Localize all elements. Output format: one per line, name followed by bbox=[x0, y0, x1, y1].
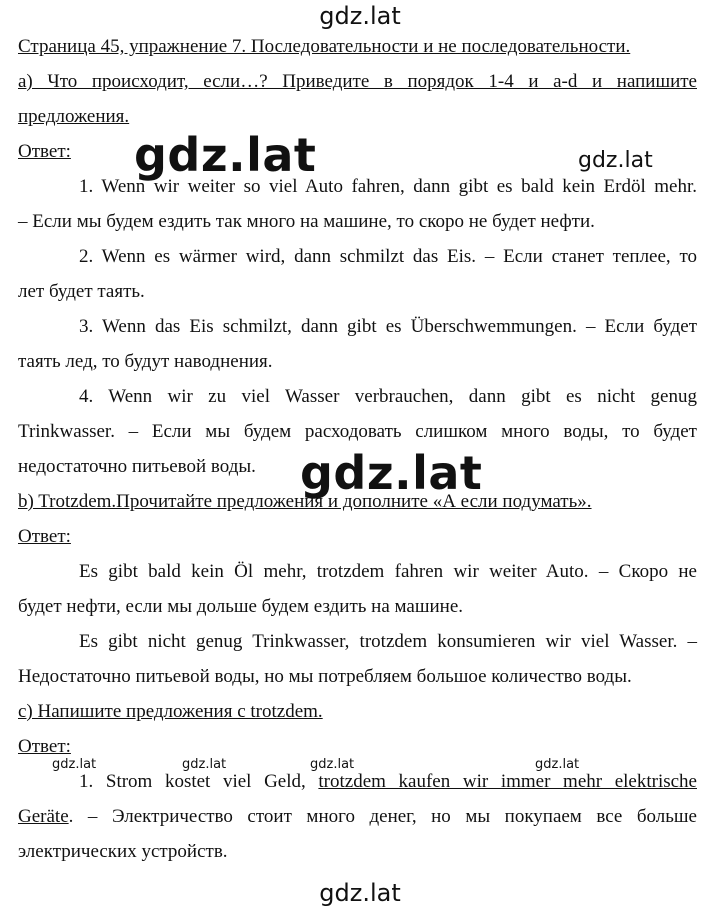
item-c1-line3: электрических устройств. bbox=[18, 841, 228, 862]
task-c-heading: c) Напишите предложения с trotzdem. bbox=[18, 701, 323, 722]
item-a4-line1: 4. Wenn wir zu viel Wasser verbrauchen, dann gibt es nicht genug bbox=[79, 386, 697, 407]
answer-label-a: Ответ: bbox=[18, 141, 71, 162]
watermark-small-1: gdz.lat bbox=[52, 757, 97, 772]
item-a4-line2: Trinkwasser. – Если мы будем расходовать слишком много воды, то будет bbox=[18, 421, 697, 442]
para-b1-line2: будет нефти, если мы дольше будем ездить на машине. bbox=[18, 596, 463, 617]
watermark-bottom: gdz.lat bbox=[319, 879, 401, 907]
item-a3-line1: 3. Wenn das Eis schmilzt, dann gibt es Überschwemmungen. – Если будет bbox=[79, 316, 697, 337]
watermark-medium: gdz.lat bbox=[578, 148, 653, 173]
answer-label-c: Ответ: bbox=[18, 736, 71, 757]
task-a-heading-line2: предложения. bbox=[18, 106, 130, 127]
watermark-large-1: gdz.lat bbox=[134, 128, 317, 182]
item-a1-line2: – Если мы будем ездить так много на машине, то скоро не будет нефти. bbox=[18, 211, 595, 232]
para-b2-line1: Es gibt nicht genug Trinkwasser, trotzdem konsumieren wir viel Wasser. – bbox=[79, 631, 697, 652]
item-a2-line2: лет будет таять. bbox=[18, 281, 145, 302]
watermark-large-2: gdz.lat bbox=[300, 446, 483, 500]
task-a-heading-line1: а) Что происходит, если…? Приведите в порядок 1-4 и a-d и напишите bbox=[18, 71, 697, 92]
item-a1-line1: 1. Wenn wir weiter so viel Auto fahren, dann gibt es bald kein Erdöl mehr. bbox=[79, 176, 697, 197]
task-b-heading: b) Trotzdem.Прочитайте предложения и дополните «А если подумать». bbox=[18, 491, 592, 512]
answer-label-b: Ответ: bbox=[18, 526, 71, 547]
watermark-top: gdz.lat bbox=[319, 2, 401, 30]
item-c1-line1-text: 1. Strom kostet viel Geld, bbox=[79, 771, 319, 792]
watermark-small-2: gdz.lat bbox=[182, 757, 227, 772]
page-title: Страница 45, упражнение 7. Последовательности и не последовательности. bbox=[18, 36, 631, 57]
item-c1-line1 bbox=[79, 771, 697, 793]
para-b2-line2: Недостаточно питьевой воды, но мы потребляем большое количество воды. bbox=[18, 666, 632, 687]
item-a4-line3: недостаточно питьевой воды. bbox=[18, 456, 256, 477]
item-c1-line1-underlined: trotzdem kaufen wir immer mehr elektrische bbox=[318, 771, 697, 792]
watermark-small-4: gdz.lat bbox=[535, 757, 580, 772]
item-c1-line2-underlined: Geräte bbox=[18, 806, 69, 827]
item-c1-line2 bbox=[18, 806, 697, 828]
item-c1-line2-text: . – Электричество стоит много денег, но мы покупаем все больше bbox=[68, 806, 697, 827]
item-a3-line2: таять лед, то будут наводнения. bbox=[18, 351, 273, 372]
para-b1-line1: Es gibt bald kein Öl mehr, trotzdem fahren wir weiter Auto. – Скоро не bbox=[79, 561, 697, 582]
watermark-small-3: gdz.lat bbox=[310, 757, 355, 772]
item-a2-line1: 2. Wenn es wärmer wird, dann schmilzt das Eis. – Если станет теплее, то bbox=[79, 246, 697, 267]
